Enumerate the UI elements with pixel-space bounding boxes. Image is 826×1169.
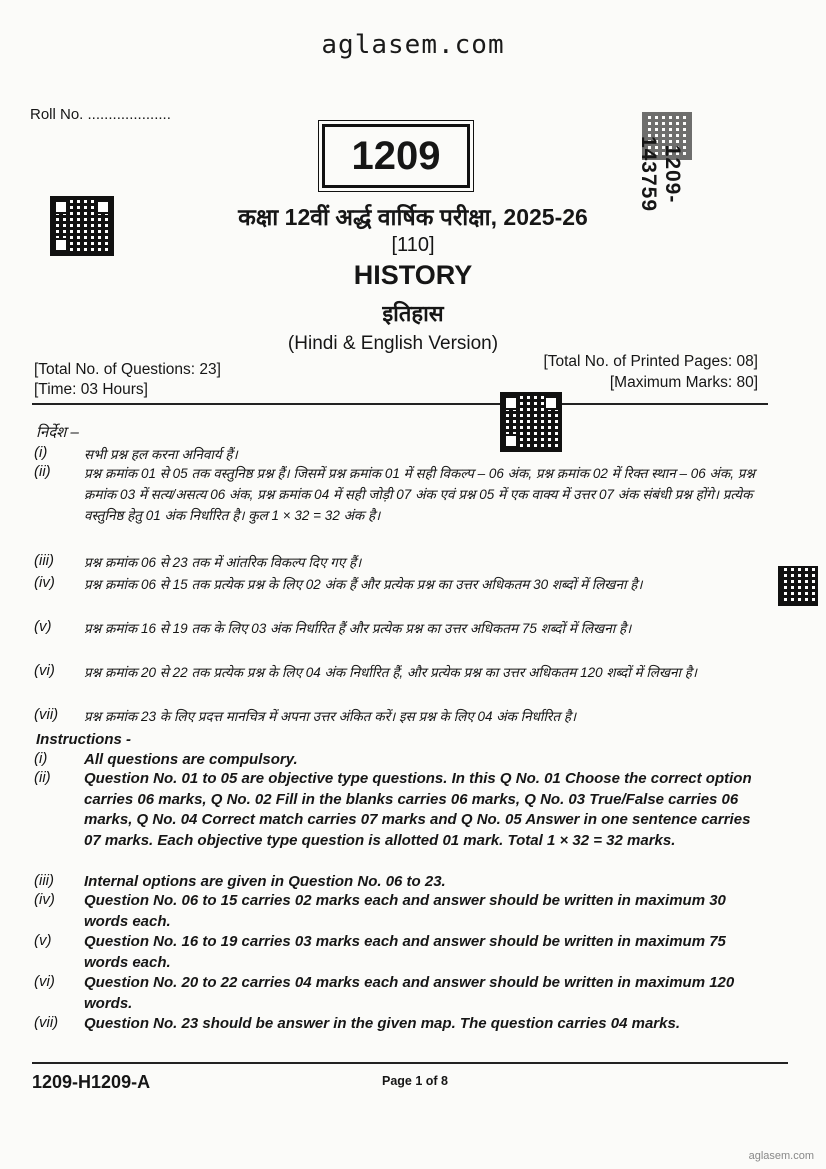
instructions-heading-hindi: निर्देश –: [36, 424, 79, 441]
list-item: [34, 662, 766, 683]
list-item: [34, 750, 766, 771]
item-text: प्रश्न क्रमांक 16 से 19 तक के लिए 03 अंक निर्धारित हैं और प्रत्येक प्रश्न का उत्तर अधिकतम 75 शब्दों में लिखना है।: [84, 621, 632, 636]
divider-top: [32, 403, 768, 405]
item-number: (v): [34, 618, 52, 635]
item-text: सभी प्रश्न हल करना अनिवार्य हैं।: [84, 447, 238, 462]
item-text: प्रश्न क्रमांक 01 से 05 तक वस्तुनिष्ठ प्रश्न हैं। जिसमें प्रश्न क्रमांक 01 में सही विकल्प – 06 अंक, प्रश्न क्रमांक 02 में रिक्त स्थान – 06 अंक, प्रश्न क्रमांक 03 में सत्य/असत्य 06 अंक, प्रश्न क्रमांक 04 में सही जोड़ी 07 अंक एवं प्रश्न 05 में एक वाक्य में उत्तर 07 अंक संबंधी प्रश्न होंगे। प्रत्येक वस्तुनिष्ठ हेतु 01 अंक निर्धारित है। कुल 1 × 32 = 32 अंक है।: [84, 466, 755, 523]
watermark-site-name: aglasem.com: [321, 30, 505, 60]
item-number: (iii): [34, 552, 54, 569]
item-number: (vii): [34, 1014, 59, 1031]
maximum-marks: [Maximum Marks: 80]: [609, 374, 758, 391]
divider-bottom: [32, 1062, 788, 1064]
item-text: Question No. 06 to 15 carries 02 marks each and answer should be written in maximum 30 words each.: [84, 892, 726, 930]
list-item: [34, 706, 766, 727]
qr-code-icon: [778, 566, 818, 606]
item-text: प्रश्न क्रमांक 06 से 15 तक प्रत्येक प्रश्न के लिए 02 अंक हैं और प्रत्येक प्रश्न का उत्तर अधिकतम 30 शब्दों में लिखना है।: [84, 577, 643, 592]
list-item: [34, 574, 766, 595]
item-number: (vii): [34, 706, 59, 723]
item-text: Question No. 01 to 05 are objective type questions. In this Q No. 01 Choose the correct option carries 06 marks, Q No. 02 Fill in the blanks carries 06 marks, Q No. 03 True/False carries 06 marks, Q No. 04 Correct match carries 07 marks and Q No. 05 Answer in one sentence carries 07 marks. Each objective type question is allotted 01 mark. Total 1 × 32 = 32 marks.: [84, 770, 752, 849]
subject-code: [110]: [391, 234, 435, 256]
item-number: (iv): [34, 574, 55, 591]
item-number: (i): [34, 444, 48, 461]
list-item: [34, 872, 766, 893]
item-text: प्रश्न क्रमांक 23 के लिए प्रदत्त मानचित्र में अपना उत्तर अंकित करें। इस प्रश्न के लिए 04 अंक निर्धारित है।: [84, 709, 577, 724]
list-item: [34, 769, 766, 851]
paper-code-box: 1209: [322, 124, 470, 188]
list-item: [34, 463, 766, 526]
roll-number-field: Roll No. ....................: [30, 106, 171, 123]
total-questions: [Total No. of Questions: 23]: [34, 361, 221, 378]
list-item: [34, 973, 766, 1014]
list-item: [34, 552, 766, 573]
printed-pages: [Total No. of Printed Pages: 08]: [543, 353, 758, 370]
item-text: Question No. 20 to 22 carries 04 marks each and answer should be written in maximum 120 words.: [84, 974, 735, 1012]
subject-title: HISTORY: [353, 260, 473, 290]
list-item: [34, 618, 766, 639]
item-text: प्रश्न क्रमांक 06 से 23 तक में आंतरिक विकल्प दिए गए हैं।: [84, 555, 362, 570]
version-note: (Hindi & English Version): [287, 333, 499, 354]
page-number: Page 1 of 8: [382, 1074, 448, 1088]
item-number: (ii): [34, 769, 51, 786]
watermark-footer: aglasem.com: [748, 1150, 814, 1162]
list-item: [34, 932, 766, 973]
item-text: प्रश्न क्रमांक 20 से 22 तक प्रत्येक प्रश्न के लिए 04 अंक निर्धारित हैं, और प्रत्येक प्रश्न का उत्तर अधिकतम 120 शब्दों में लिखना है।: [84, 665, 698, 680]
item-number: (ii): [34, 463, 51, 480]
list-item: [34, 1014, 766, 1035]
qr-code-icon: [500, 392, 562, 452]
item-text: Question No. 23 should be answer in the given map. The question carries 04 marks.: [84, 1015, 681, 1032]
list-item: [34, 444, 766, 465]
exam-time: [Time: 03 Hours]: [34, 381, 148, 398]
item-text: All questions are compulsory.: [84, 751, 298, 768]
item-number: (vi): [34, 662, 55, 679]
item-number: (v): [34, 932, 52, 949]
item-text: Internal options are given in Question No. 06 to 23.: [84, 873, 446, 890]
item-number: (i): [34, 750, 48, 767]
footer-paper-code: 1209-H1209-A: [32, 1072, 151, 1092]
instructions-heading: Instructions -: [36, 731, 132, 748]
item-number: (vi): [34, 973, 55, 990]
item-text: Question No. 16 to 19 carries 03 marks each and answer should be written in maximum 75 words each.: [84, 933, 726, 971]
exam-title-hindi: कक्षा 12वीं अर्द्ध वार्षिक परीक्षा, 2025-26: [238, 204, 588, 230]
item-number: (iv): [34, 891, 55, 908]
subject-title-hindi: इतिहास: [382, 301, 444, 326]
item-number: (iii): [34, 872, 54, 889]
vertical-serial-code: 1209-143759: [637, 135, 684, 213]
list-item: [34, 891, 766, 932]
